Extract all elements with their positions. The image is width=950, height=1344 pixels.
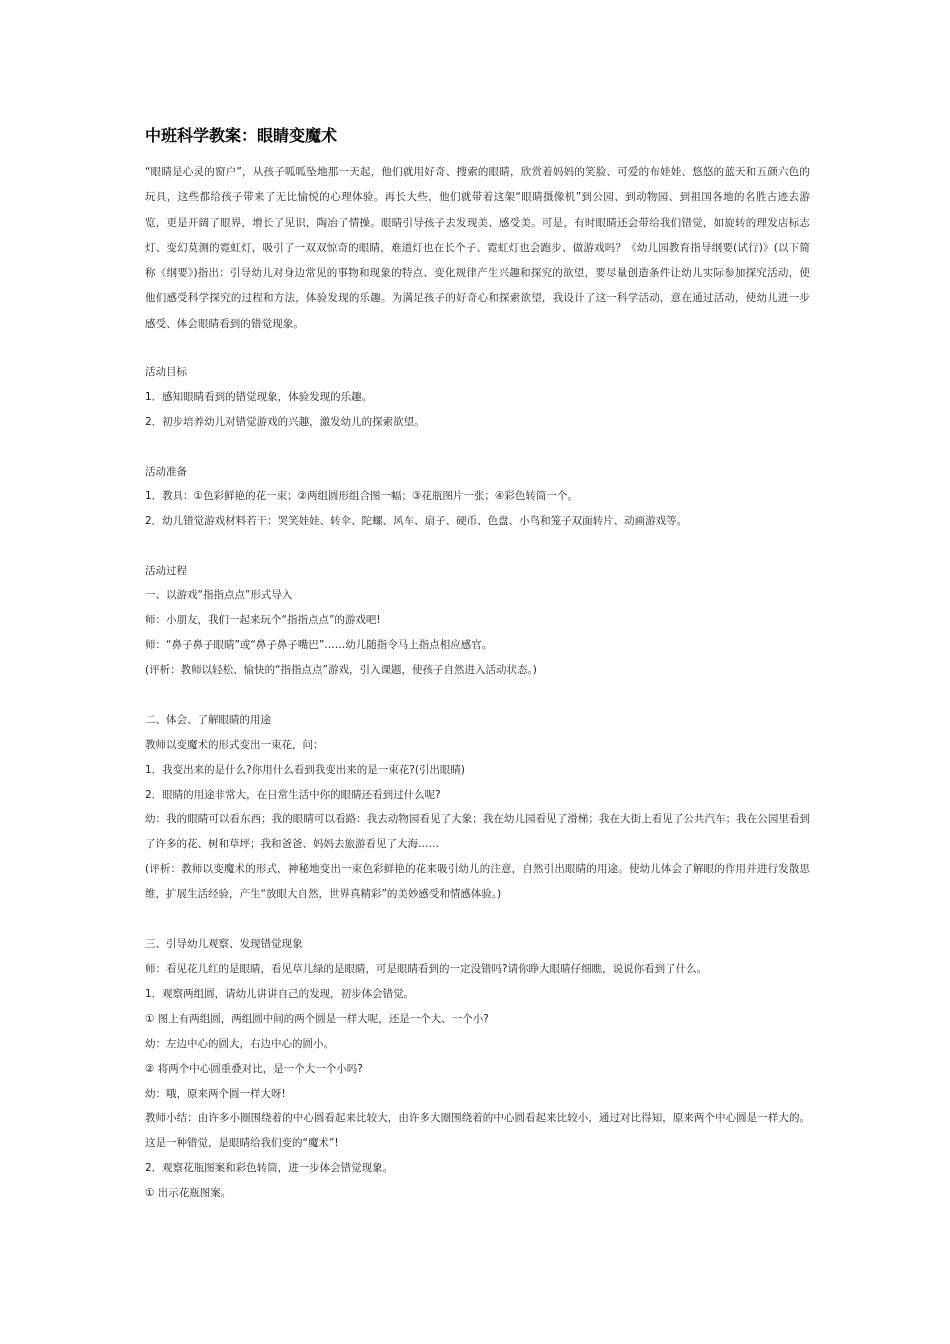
section-3-line-9: ① 出示花瓶图案。 (145, 1187, 232, 1199)
prep-item-2: 2．幼儿错觉游戏材料若干：哭笑娃娃、转伞、陀螺、风车、扇子、硬币、色盘、小鸟和笼子双面转片、动画游戏等。 (145, 515, 688, 527)
section-3-line-5: ② 将两个中心圆重叠对比，是一个大一个小吗? (145, 1063, 363, 1075)
section-2-commentary: (评析：教师以变魔术的形式，神秘地变出一束色彩鲜艳的花来吸引幼儿的注意，自然引出眼睛的用途。使幼儿体会了解眼的作用并进行发散思维，扩展生活经验，产生“放眼大自然，世界真精彩”的美妙感受和情感体验。) (145, 863, 810, 900)
section-1-commentary: (评析：教师以轻松、愉快的“指指点点”游戏，引入课题，使孩子自然进入活动状态。) (145, 664, 537, 676)
prep-heading: 活动准备 (145, 466, 187, 478)
section-1-title: 一、以游戏“指指点点”形式导入 (145, 589, 293, 601)
section-2-line-1: 教师以变魔术的形式变出一束花，问： (145, 739, 324, 751)
goals-heading: 活动目标 (145, 366, 187, 378)
section-2-title: 二、体会、了解眼睛的用途 (145, 714, 271, 726)
section-1-line-2: 师：“鼻子鼻子眼睛”或“鼻子鼻子嘴巴”……幼儿随指令马上指点相应感官。 (145, 639, 493, 651)
section-3-teacher-summary: 教师小结：由许多小圈围绕着的中心圆看起来比较大，由许多大圈围绕着的中心圆看起来比较小，通过对比得知，原来两个中心圆是一样大的。这是一种错觉，是眼睛给我们变的“魔术”! (145, 1112, 810, 1149)
section-2-line-2: 1．我变出来的是什么?你用什么看到我变出来的是一束花?(引出眼睛) (145, 764, 466, 776)
process-heading: 活动过程 (145, 565, 187, 577)
goals-item-1: 1．感知眼睛看到的错觉现象，体验发现的乐趣。 (145, 391, 373, 403)
section-3-line-3: ① 图上有两组圆，两组圆中间的两个圆是一样大呢，还是一个大、一个小? (145, 1013, 489, 1025)
section-3-line-2: 1．观察两组圆，请幼儿讲讲自己的发现，初步体会错觉。 (145, 988, 415, 1000)
prep-item-1: 1．教具：①色彩鲜艳的花一束；②两组圆形组合图一幅；③花瓶图片一张；④彩色转筒一个。 (145, 490, 578, 502)
section-2-child-answers: 幼：我的眼睛可以看东西；我的眼睛可以看路：我去动物园看见了大象；我在幼儿园看见了滑梯；我在大街上看见了公共汽车；我在公园里看到了许多的花、树和草坪；我和爸爸、妈妈去旅游看见了大海…… (145, 813, 810, 850)
page-title: 中班科学教案：眼睛变魔术 (145, 126, 338, 145)
section-3-line-6: 幼：哦，原来两个圆一样大呀! (145, 1088, 286, 1100)
section-3-line-4: 幼：左边中心的圆大，右边中心的圆小。 (145, 1038, 334, 1050)
section-1-line-1: 师：小朋友，我们一起来玩个“指指点点”的游戏吧! (145, 614, 381, 626)
section-2-line-3: 2．眼睛的用途非常大，在日常生活中你的眼睛还看到过什么呢? (145, 789, 441, 801)
section-3-line-8: 2．观察花瓶图案和彩色转筒，进一步体会错觉现象。 (145, 1162, 394, 1174)
section-3-line-1: 师：看见花儿红的是眼睛，看见草儿绿的是眼睛，可是眼睛看到的一定没错吗?请你睁大眼睛仔细瞧，说说你看到了什么。 (145, 963, 708, 975)
goals-item-2: 2．初步培养幼儿对错觉游戏的兴趣，激发幼儿的探索欲望。 (145, 416, 425, 428)
section-3-title: 三、引导幼儿观察、发现错觉现象 (145, 938, 303, 950)
intro-paragraph: “眼睛是心灵的窗户”，从孩子呱呱坠地那一天起，他们就用好奇、搜索的眼睛，欣赏着妈妈的笑脸、可爱的布娃娃、悠悠的蓝天和五颜六色的玩具，这些都给孩子带来了无比愉悦的心理体验。再长大些，他们就带着这架“眼睛摄像机”到公园、到动物园、到祖国各地的名胜古迹去游览，更是开阔了眼界，增长了见识，陶冶了情操。眼睛引导孩子去发现美、感受美。可是，有时眼睛还会带给我们错觉，如旋转的理发店标志灯、变幻莫测的霓虹灯，吸引了一双双惊奇的眼睛，难道灯也在长个子、霓虹灯也会跑步、做游戏吗？《幼儿园教育指导纲要(试行)》(以下简称《纲要》)指出：引导幼儿对身边常见的事物和现象的特点、变化规律产生兴趣和探究的欲望，要尽量创造条件让幼儿实际参加探究活动，使他们感受科学探究的过程和方法，体验发现的乐趣。为满足孩子的好奇心和探索欲望，我设计了这一科学活动，意在通过活动，使幼儿进一步感受、体会眼睛看到的错觉现象。 (145, 166, 810, 330)
